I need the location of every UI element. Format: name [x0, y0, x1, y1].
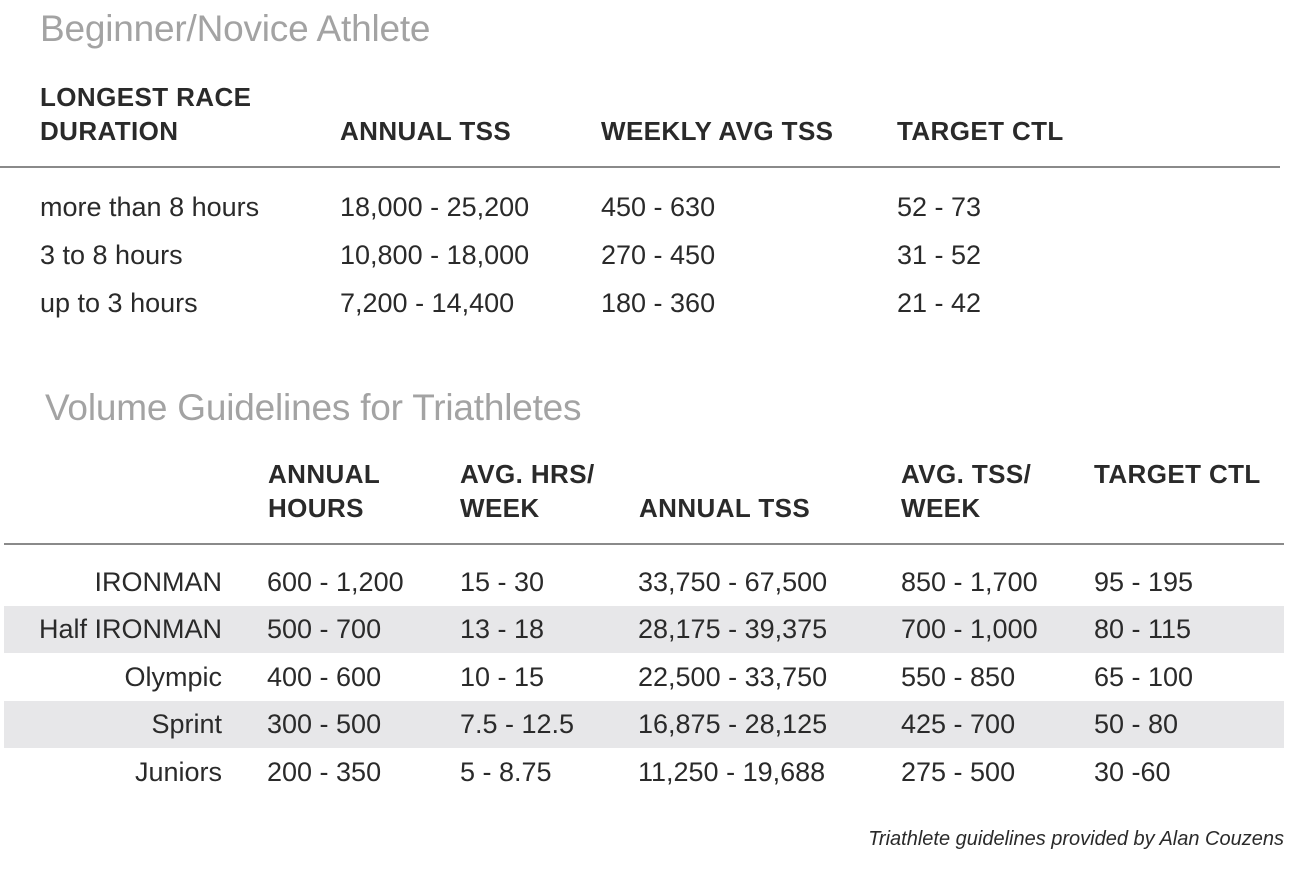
- row-target-ctl: 30 -60: [1094, 757, 1171, 787]
- row-avg-tss: 850 - 1,700: [901, 567, 1038, 597]
- row-annual-tss: 11,250 - 19,688: [638, 757, 826, 787]
- header-avg-hrs-week: [460, 457, 595, 525]
- beginner-section: [0, 0, 1308, 342]
- row-target-ctl: 80 - 115: [1094, 614, 1192, 644]
- row-avg-tss: 550 - 850: [901, 662, 1016, 692]
- row-annual-tss: 7,200 - 14,400: [340, 288, 515, 318]
- row-annual-hours: 300 - 500: [267, 709, 382, 739]
- row-annual-tss: 22,500 - 33,750: [638, 662, 828, 692]
- header-avg-tss-line2: WEEK: [901, 493, 981, 523]
- row-target-ctl: 52 - 73: [897, 192, 982, 222]
- row-duration: up to 3 hours: [40, 288, 198, 318]
- header-annual-tss: ANNUAL TSS: [340, 116, 512, 146]
- header-target-ctl: TARGET CTL: [897, 116, 1064, 146]
- header-annual-hours: [268, 457, 380, 525]
- row-avg-hrs: 7.5 - 12.5: [460, 709, 575, 739]
- row-weekly-avg-tss: 270 - 450: [601, 240, 716, 270]
- row-annual-hours: 200 - 350: [267, 757, 382, 787]
- triathletes-title: Volume Guidelines for Triathletes: [45, 387, 582, 428]
- header-tri-annual-tss: ANNUAL TSS: [639, 493, 811, 523]
- row-weekly-avg-tss: 180 - 360: [601, 288, 716, 318]
- row-avg-tss: 700 - 1,000: [901, 614, 1038, 644]
- row-duration: more than 8 hours: [40, 192, 260, 222]
- header-duration: [40, 80, 251, 148]
- row-annual-tss: 18,000 - 25,200: [340, 192, 530, 222]
- header-tri-target-ctl: TARGET CTL: [1094, 459, 1261, 489]
- header-avg-hrs-line2: WEEK: [460, 493, 540, 523]
- header-annual-hours-line2: HOURS: [268, 493, 364, 523]
- row-annual-tss: 33,750 - 67,500: [638, 567, 828, 597]
- row-target-ctl: 50 - 80: [1094, 709, 1179, 739]
- row-target-ctl: 95 - 195: [1094, 567, 1194, 597]
- header-duration-line1: LONGEST RACE: [40, 82, 252, 112]
- tri-header-divider: [4, 543, 1284, 545]
- row-race: Sprint: [151, 709, 222, 739]
- row-duration: 3 to 8 hours: [40, 240, 183, 270]
- header-annual-hours-line1: ANNUAL: [268, 459, 381, 489]
- row-avg-hrs: 10 - 15: [460, 662, 545, 692]
- row-annual-tss: 16,875 - 28,125: [638, 709, 828, 739]
- row-target-ctl: 21 - 42: [897, 288, 982, 318]
- row-avg-tss: 275 - 500: [901, 757, 1016, 787]
- header-weekly-avg-tss: WEEKLY AVG TSS: [601, 116, 834, 146]
- row-annual-tss: 10,800 - 18,000: [340, 240, 530, 270]
- row-avg-tss: 425 - 700: [901, 709, 1016, 739]
- row-race: Half IRONMAN: [38, 614, 222, 644]
- row-race: Olympic: [124, 662, 222, 692]
- header-avg-hrs-line1: AVG. HRS/: [460, 459, 595, 489]
- row-weekly-avg-tss: 450 - 630: [601, 192, 716, 222]
- header-duration-line2: DURATION: [40, 116, 179, 146]
- header-divider: [0, 166, 1280, 168]
- header-avg-tss-week: [901, 457, 1031, 525]
- row-target-ctl: 65 - 100: [1094, 662, 1194, 692]
- row-race: IRONMAN: [94, 567, 222, 597]
- credit-note: Triathlete guidelines provided by Alan Couzens: [868, 828, 1284, 850]
- row-annual-hours: 400 - 600: [267, 662, 382, 692]
- row-race: Juniors: [134, 757, 222, 787]
- row-avg-hrs: 15 - 30: [460, 567, 545, 597]
- row-annual-tss: 28,175 - 39,375: [638, 614, 828, 644]
- row-annual-hours: 500 - 700: [267, 614, 382, 644]
- row-target-ctl: 31 - 52: [897, 240, 982, 270]
- row-avg-hrs: 13 - 18: [460, 614, 545, 644]
- beginner-title: Beginner/Novice Athlete: [40, 8, 431, 49]
- header-avg-tss-line1: AVG. TSS/: [901, 459, 1032, 489]
- row-avg-hrs: 5 - 8.75: [460, 757, 552, 787]
- row-annual-hours: 600 - 1,200: [267, 567, 404, 597]
